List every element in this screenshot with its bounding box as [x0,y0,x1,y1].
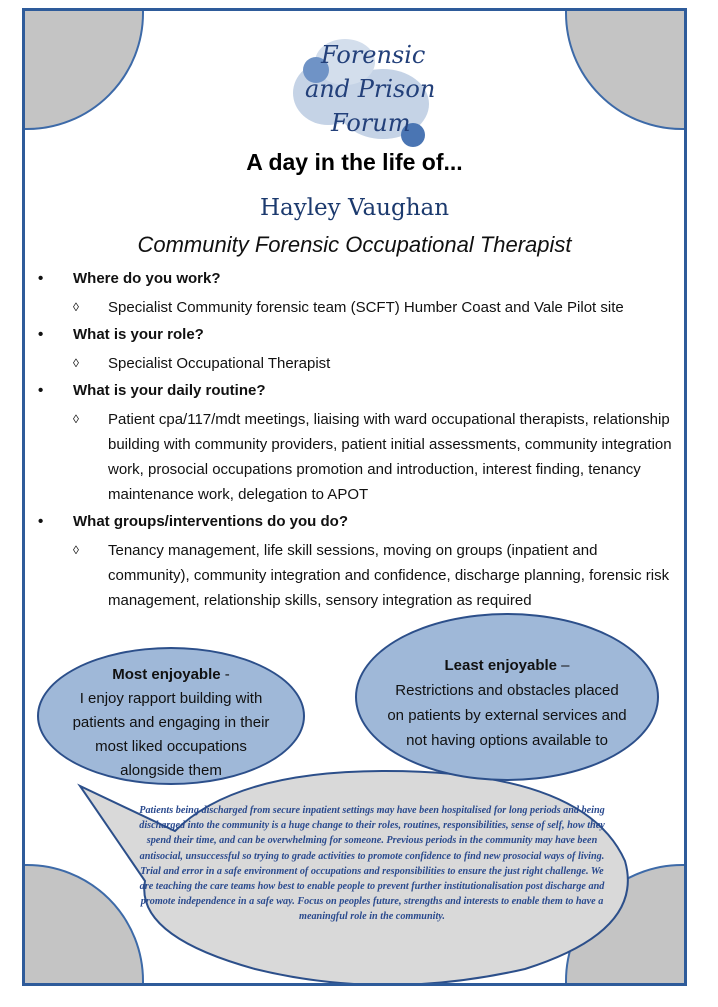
answer-text: Specialist Occupational Therapist [108,355,331,372]
poster-frame [22,8,687,986]
diamond-icon: ◊ [73,356,79,370]
question-text: What is your daily routine? [73,382,266,399]
person-name: Hayley Vaughan [259,195,450,221]
logo-line-3: Forum [331,109,411,137]
question-text: What groups/interventions do you do? [73,513,348,530]
least-enjoyable-bubble [355,613,659,781]
logo-line-2: and Prison [305,75,436,103]
diamond-icon: ◊ [73,412,79,426]
diamond-icon: ◊ [73,300,79,314]
most-enjoyable-text: I enjoy rapport building with patients and engaging in their most liked occupations alongside them [72,690,270,779]
question-text: Where do you work? [73,270,221,287]
person-role: Community Forensic Occupational Therapist [137,232,572,257]
answer-text: Tenancy management, life skill sessions, moving on groups (inpatient and community), community integration and confidence, discharge planning, forensic risk management, relationship skills, sensory integration as required [108,542,670,609]
answer-text: Specialist Community forensic team (SCFT) Humber Coast and Vale Pilot site [108,299,624,316]
most-enjoyable-separator: - [220,666,230,683]
least-enjoyable-heading: Least enjoyable [444,657,558,674]
page-title: A day in the life of... [246,149,463,175]
bullet-icon: • [38,270,44,287]
bullet-icon: • [38,382,44,399]
diamond-icon: ◊ [73,543,79,557]
least-enjoyable-separator: – [557,657,570,674]
bullet-icon: • [38,326,44,343]
answer-text: Patient cpa/117/mdt meetings, liaising with ward occupational therapists, relationship building with community providers, patient initial assessments, community integration work, prosocial occupations promotion and introduction, interest finding, tenancy maintenance work, delegation to APOT [108,411,672,503]
question-text: What is your role? [73,326,204,343]
most-enjoyable-heading: Most enjoyable [112,666,221,683]
bullet-icon: • [38,513,44,530]
speech-bubble-text: Patients being discharged from secure inpatient settings may have been hospitalised for long periods and being discharged into the community is a huge change to their roles, routines, responsibilities, sense of self, how they spend their time, and can be overwhelming for someone. Previous periods in the community may have been antisocial, unsuccessful so trying to grade activities to promote confidence to find new prosocial ways of living. Trial and error in a safe environment of occupations and responsibilities to ensure the just right challenge. We are teaching the care teams how best to enable people to prevent further institutionalisation post discharge and promote independence in a safe way. Focus on peoples future, strengths and interests to enable them to have a meaningful role in the community. [139,805,605,923]
least-enjoyable-text: Restrictions and obstacles placed on patients by external services and not having options available to [387,682,627,749]
most-enjoyable-bubble [37,647,305,785]
logo-line-1: Forensic [321,41,426,69]
